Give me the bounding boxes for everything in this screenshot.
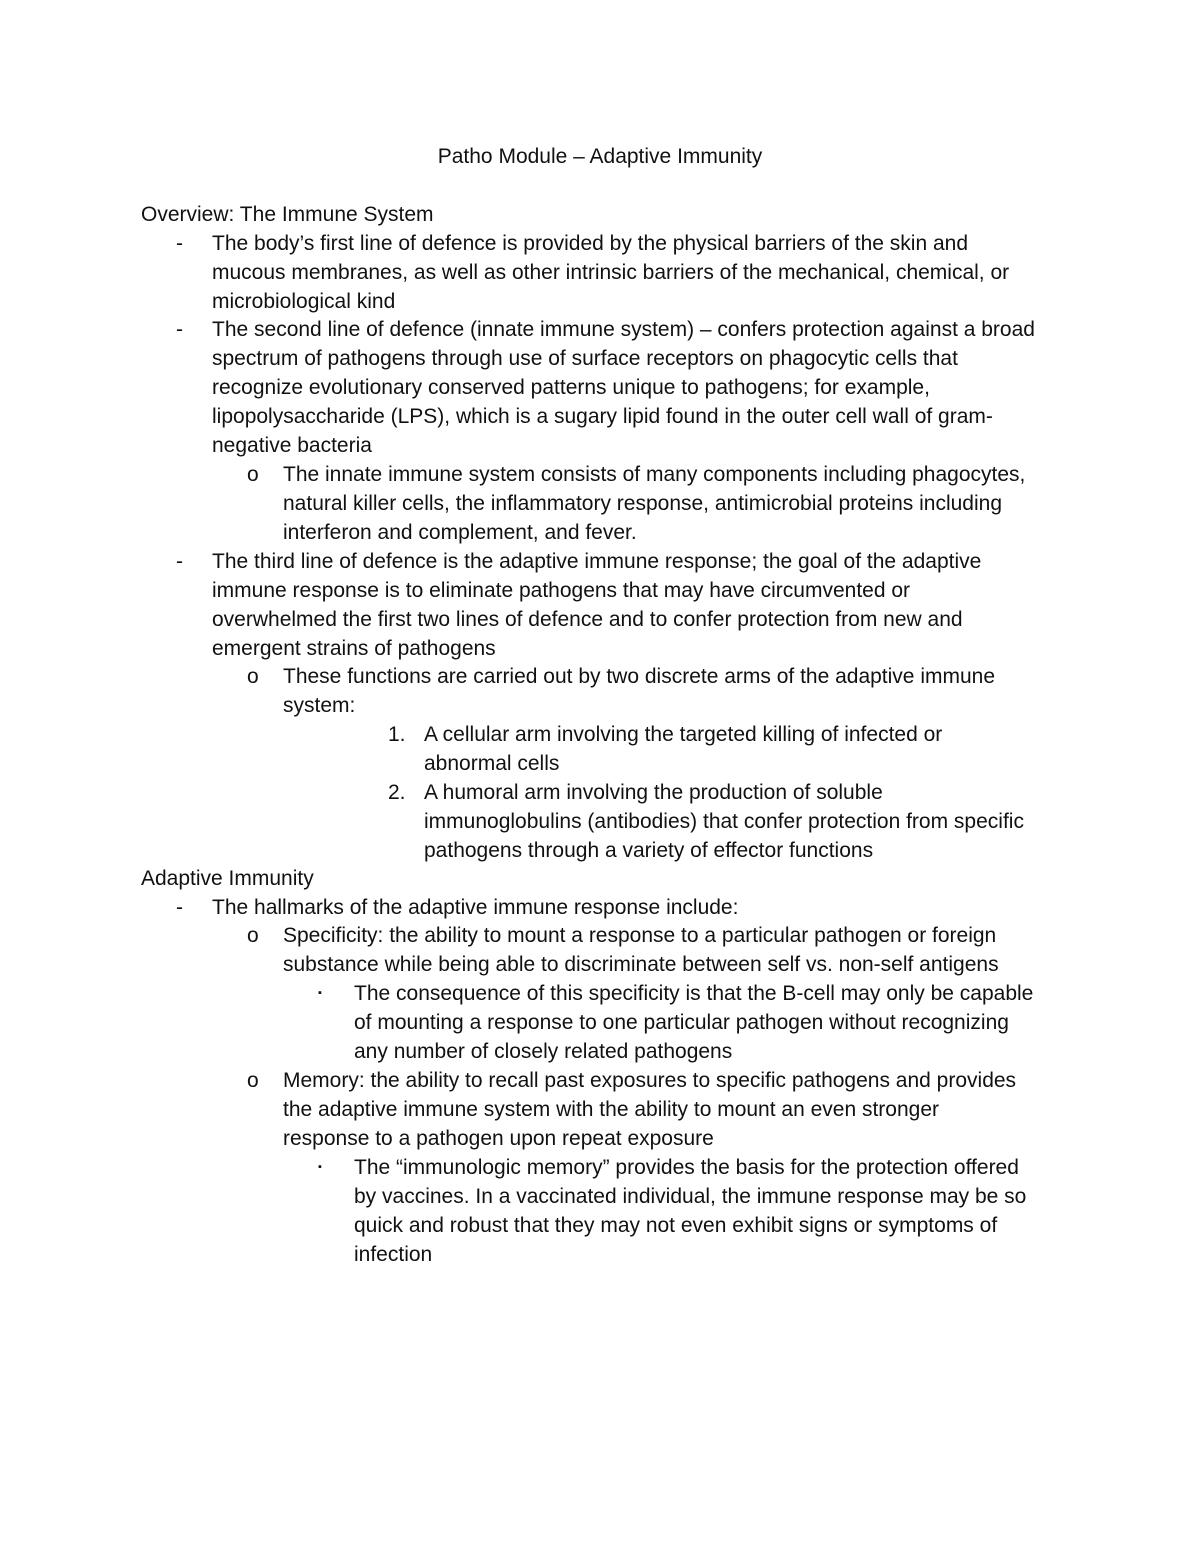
list-item <box>283 1066 1063 1153</box>
text-line: natural killer cells, the inflammatory response, antimicrobial proteins including <box>283 492 1002 515</box>
text-line: immune response is to eliminate pathogens that may have circumvented or <box>212 579 911 602</box>
list-marker-circle: o <box>247 665 259 688</box>
text-line: lipopolysaccharide (LPS), which is a sugary lipid found in the outer cell wall of gram- <box>212 405 993 428</box>
text-line: A humoral arm involving the production of soluble <box>424 781 883 804</box>
text-line: immunoglobulins (antibodies) that confer protection from specific <box>424 810 1024 833</box>
document-title: Patho Module – Adaptive Immunity <box>437 145 763 168</box>
text-line: A cellular arm involving the targeted killing of infected or <box>424 723 943 746</box>
list-marker-dash: - <box>176 318 183 341</box>
text-line: mucous membranes, as well as other intrinsic barriers of the mechanical, chemical, or <box>212 261 1010 284</box>
list-item <box>212 547 1062 663</box>
text-line: recognize evolutionary conserved patterns unique to pathogens; for example, <box>212 376 930 399</box>
list-marker-number: 1. <box>388 723 406 746</box>
list-item <box>354 979 1064 1066</box>
text-line: infection <box>354 1243 433 1266</box>
list-marker-dash: - <box>176 550 183 573</box>
text-line: by vaccines. In a vaccinated individual, the immune response may be so <box>354 1185 1027 1208</box>
list-item <box>283 460 1063 547</box>
list-item <box>212 893 1062 922</box>
text-line: the adaptive immune system with the ability to mount an even stronger <box>283 1098 940 1121</box>
text-line: The third line of defence is the adaptive immune response; the goal of the adaptive <box>212 550 982 573</box>
text-line: interferon and complement, and fever. <box>283 521 637 544</box>
text-line: of mounting a response to one particular pathogen without recognizing <box>354 1011 1009 1034</box>
text-line: Specificity: the ability to mount a response to a particular pathogen or foreign <box>283 924 997 947</box>
text-line: These functions are carried out by two discrete arms of the adaptive immune <box>283 665 996 688</box>
text-line: any number of closely related pathogens <box>354 1040 733 1063</box>
list-item <box>424 778 1064 865</box>
text-line: negative bacteria <box>212 434 372 457</box>
text-line: spectrum of pathogens through use of surface receptors on phagocytic cells that <box>212 347 958 370</box>
text-line: system: <box>283 694 356 717</box>
list-item <box>212 229 1062 316</box>
list-marker-circle: o <box>247 924 259 947</box>
text-line: The second line of defence (innate immune system) – confers protection against a broad <box>212 318 1035 341</box>
text-line: response to a pathogen upon repeat exposure <box>283 1127 714 1150</box>
text-line: The hallmarks of the adaptive immune response include: <box>212 896 739 919</box>
text-line: emergent strains of pathogens <box>212 637 496 660</box>
text-line: substance while being able to discriminate between self vs. non-self antigens <box>283 953 999 976</box>
list-marker-dash: - <box>176 896 183 919</box>
text-line: The innate immune system consists of many components including phagocytes, <box>283 463 1026 486</box>
list-marker-square: ▪ <box>318 1161 322 1173</box>
text-line: abnormal cells <box>424 752 560 775</box>
section-heading-overview: Overview: The Immune System <box>141 203 434 226</box>
list-item <box>424 720 1064 778</box>
section-heading-adaptive: Adaptive Immunity <box>141 867 314 890</box>
text-line: Memory: the ability to recall past exposures to specific pathogens and provides <box>283 1069 1017 1092</box>
list-marker-dash: - <box>176 232 183 255</box>
text-line: pathogens through a variety of effector functions <box>424 839 874 862</box>
list-marker-number: 2. <box>388 781 406 804</box>
list-marker-circle: o <box>247 1069 259 1092</box>
text-line: The body’s first line of defence is provided by the physical barriers of the skin and <box>212 232 969 255</box>
list-marker-square: ▪ <box>318 987 322 999</box>
list-item <box>212 315 1062 460</box>
list-marker-circle: o <box>247 463 259 486</box>
list-item <box>354 1153 1064 1269</box>
text-line: The consequence of this specificity is that the B-cell may only be capable <box>354 982 1034 1005</box>
text-line: overwhelmed the first two lines of defence and to confer protection from new and <box>212 608 963 631</box>
text-line: microbiological kind <box>212 290 396 313</box>
list-item <box>283 921 1063 979</box>
text-line: The “immunologic memory” provides the basis for the protection offered <box>354 1156 1019 1179</box>
list-item <box>283 662 1063 720</box>
text-line: quick and robust that they may not even exhibit signs or symptoms of <box>354 1214 998 1237</box>
